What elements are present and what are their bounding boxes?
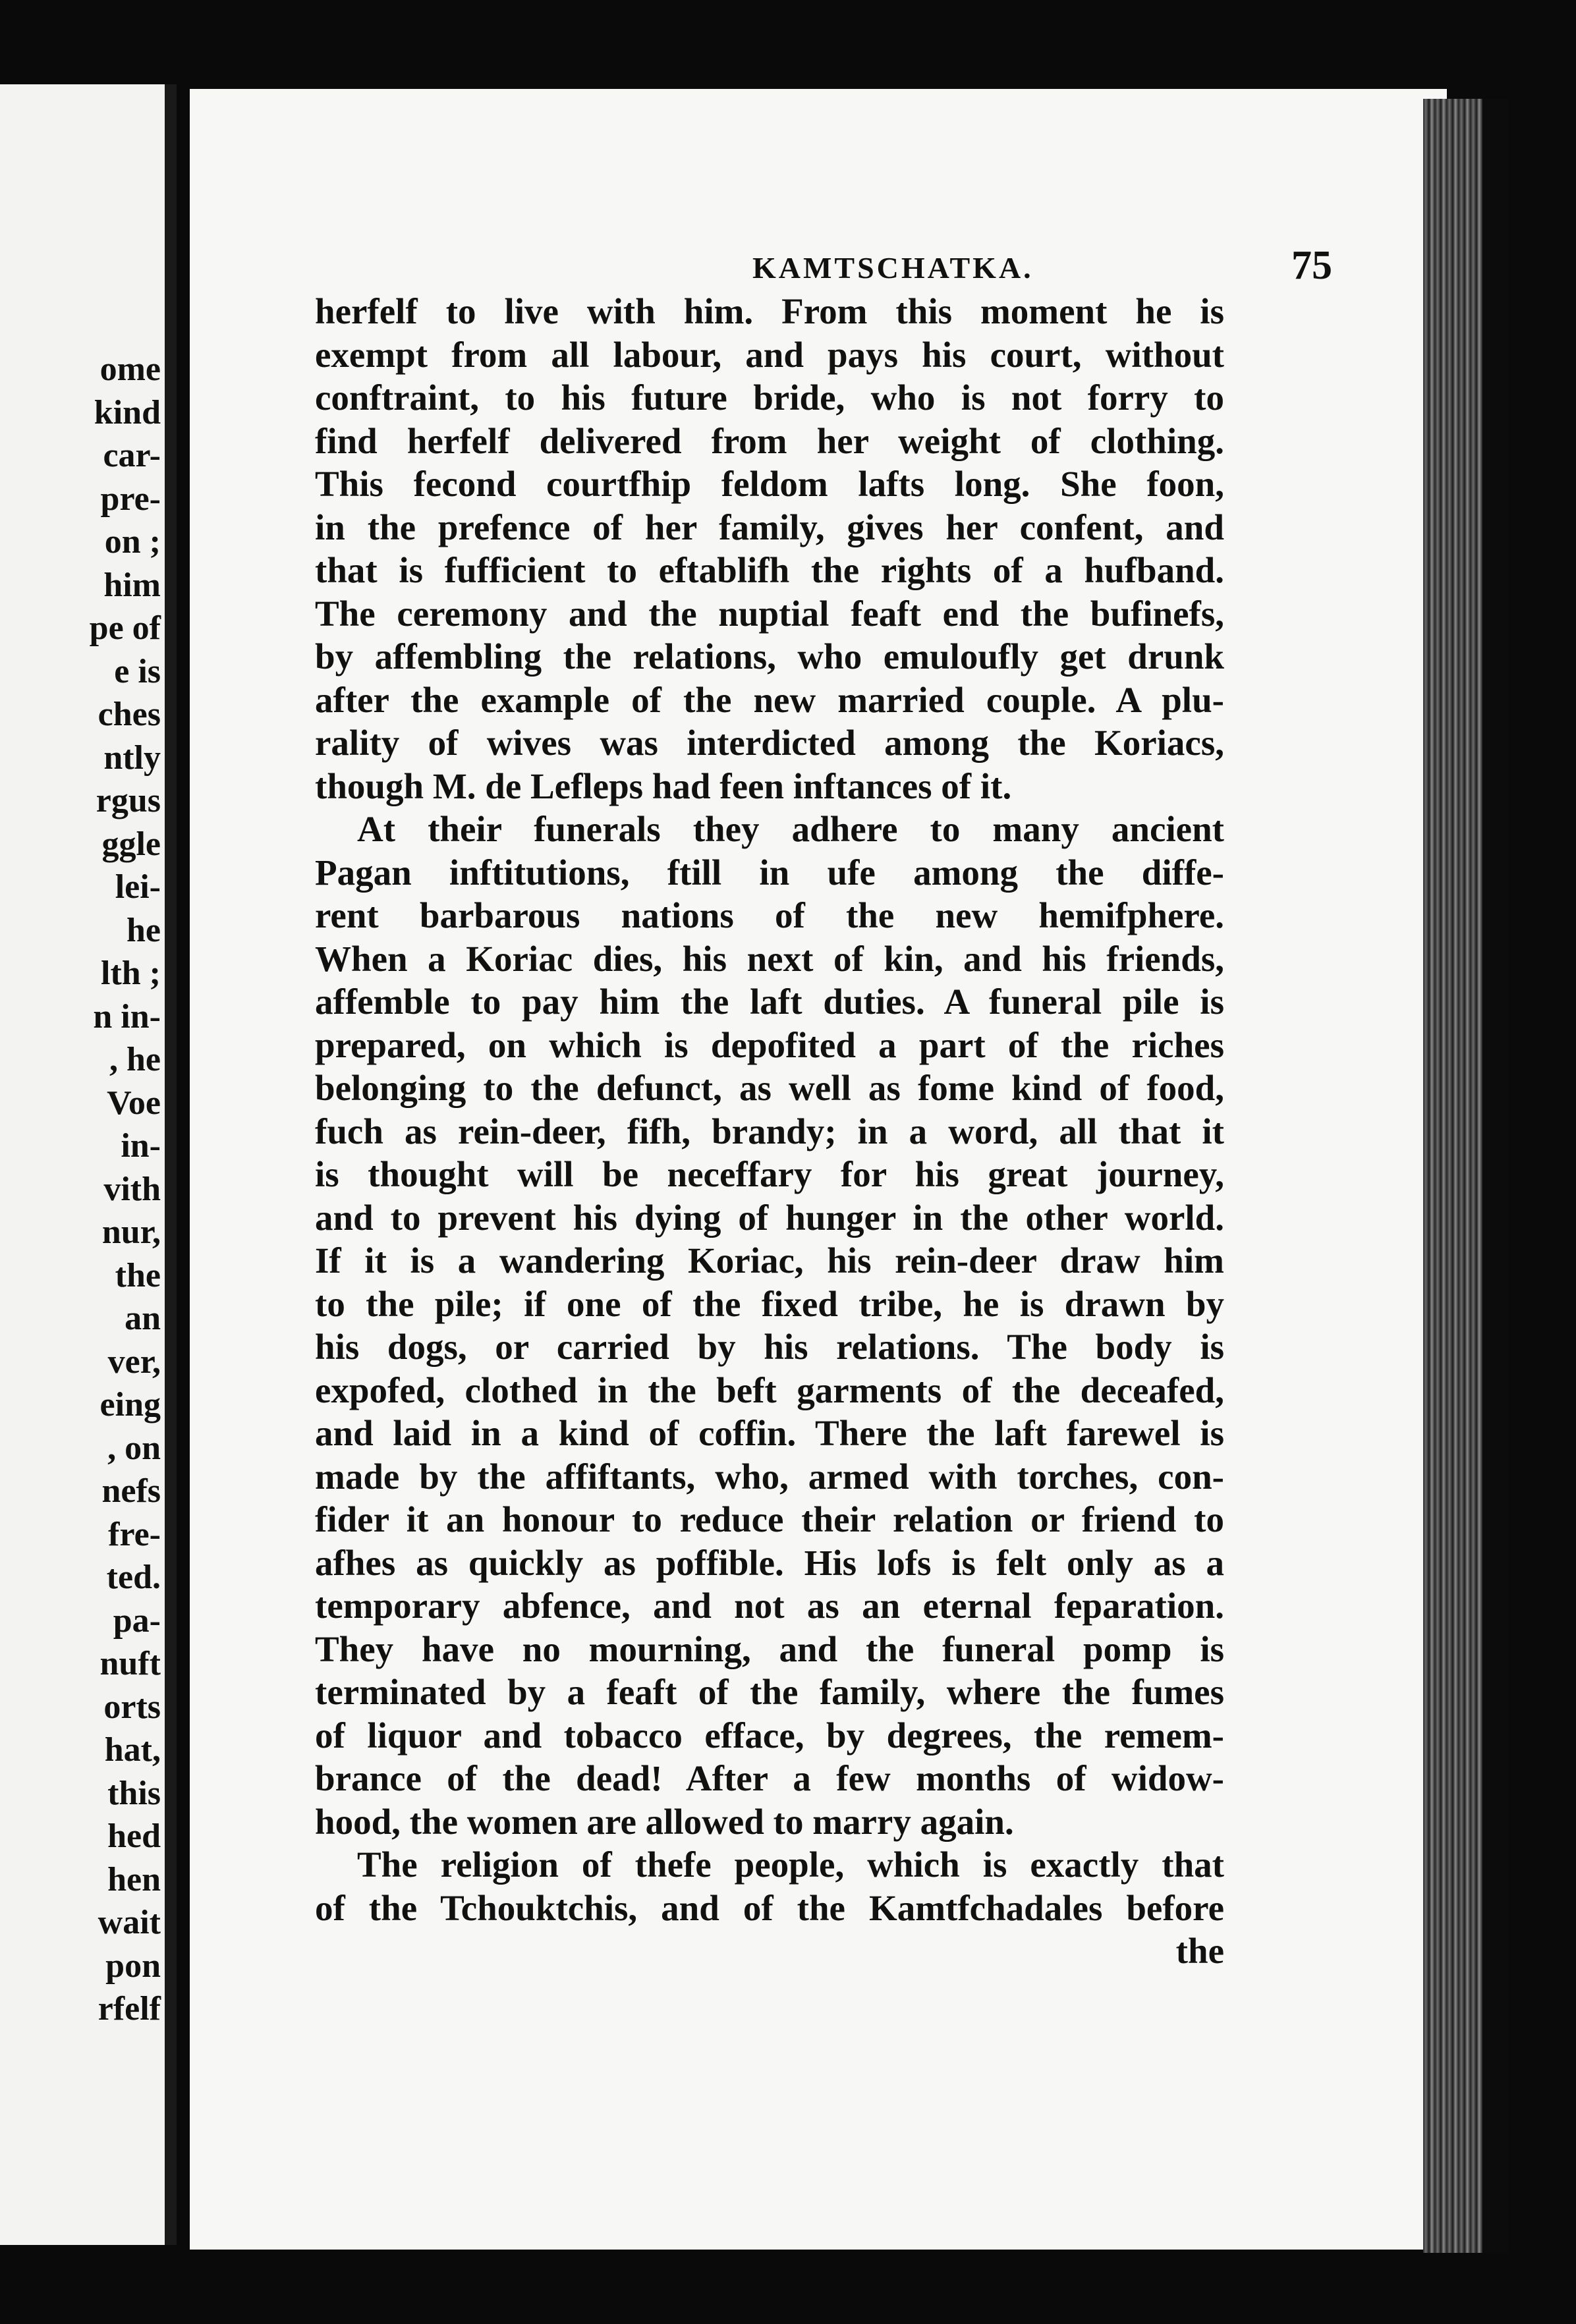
facing-page-fragment: , he bbox=[109, 1041, 161, 1078]
text-line: brance of the dead! After a few months of widow- bbox=[315, 1758, 1224, 1798]
page-number: 75 bbox=[1291, 243, 1332, 288]
facing-page-fragment: this bbox=[107, 1774, 161, 1812]
text-line: by affembling the relations, who emuloufly get drunk bbox=[315, 636, 1224, 677]
facing-page-fragment: rgus bbox=[96, 782, 161, 819]
facing-page-fragment: nefs bbox=[101, 1472, 161, 1510]
facing-page-fragment: the bbox=[115, 1256, 161, 1294]
facing-page-fragment: ted. bbox=[106, 1559, 161, 1596]
text-line: of the Tchouktchis, and of the Kamtfchadales before bbox=[315, 1887, 1224, 1928]
facing-page-fragment: vith bbox=[103, 1170, 161, 1208]
facing-page-fragment: pa- bbox=[113, 1601, 161, 1640]
text-line: fuch as rein-deer, fifh, brandy; in a word, all that it bbox=[315, 1111, 1224, 1151]
facing-page-fragment: n in- bbox=[93, 997, 161, 1036]
facing-page-fragment: orts bbox=[103, 1688, 161, 1726]
facing-page-fragment: car- bbox=[103, 437, 161, 474]
facing-page-fragment: eing bbox=[99, 1386, 161, 1424]
text-line: At their funerals they adhere to many ancient bbox=[357, 809, 1224, 849]
facing-page-left bbox=[0, 84, 177, 2245]
text-line: exempt from all labour, and pays his court, without bbox=[315, 334, 1224, 375]
text-line: rality of wives was interdicted among the Koriacs, bbox=[315, 723, 1224, 763]
facing-page-fragment: Voe bbox=[107, 1084, 161, 1122]
facing-page-fragment: hat, bbox=[104, 1731, 161, 1769]
facing-page-fragment: hed bbox=[107, 1817, 161, 1855]
facing-page-fragment: lei- bbox=[115, 868, 161, 906]
text-line: and to prevent his dying of hunger in the other world. bbox=[315, 1197, 1224, 1238]
facing-page-fragment: pre- bbox=[100, 480, 161, 518]
facing-page-fragment: rfelf bbox=[98, 1990, 161, 2028]
facing-page-fragment: hen bbox=[107, 1860, 161, 1898]
facing-page-fragment: ntly bbox=[103, 738, 161, 777]
text-line: The ceremony and the nuptial feaft end the bufinefs, bbox=[315, 593, 1224, 634]
facing-page-fragment: ome bbox=[99, 350, 161, 388]
facing-page-fragment: fre- bbox=[108, 1515, 161, 1553]
facing-page-fragment: ches bbox=[98, 696, 161, 733]
text-line: herfelf to live with him. From this moment he is bbox=[315, 291, 1224, 331]
text-line: They have no mourning, and the funeral pomp is bbox=[315, 1628, 1224, 1669]
facing-page-fragment: on ; bbox=[104, 523, 161, 561]
text-line: terminated by a feaft of the family, where the fumes bbox=[315, 1672, 1224, 1712]
facing-page-fragment: an bbox=[125, 1300, 161, 1337]
text-line: hood, the women are allowed to marry again. bbox=[315, 1801, 1014, 1842]
facing-page-fragment: e is bbox=[114, 652, 161, 690]
text-line: conftraint, to his future bride, who is not forry to bbox=[315, 377, 1224, 418]
facing-page-fragment: ver, bbox=[107, 1342, 161, 1381]
body-text bbox=[315, 290, 1224, 1973]
facing-page-fragment: pon bbox=[105, 1947, 161, 1985]
page-header bbox=[316, 242, 1410, 295]
text-line: after the example of the new married couple. A plu- bbox=[315, 679, 1224, 720]
text-line: in the prefence of her family, gives her confent, and bbox=[315, 507, 1224, 547]
facing-page-fragment: nur, bbox=[101, 1213, 161, 1251]
facing-page-fragment: wait bbox=[98, 1904, 161, 1941]
text-line: of liquor and tobacco efface, by degrees, the remem- bbox=[315, 1715, 1224, 1756]
running-head: KAMTSCHATKA. bbox=[752, 251, 1034, 285]
facing-page-fragment: he bbox=[127, 911, 161, 949]
text-line: This fecond courtfhip feldom lafts long. She foon, bbox=[315, 464, 1224, 504]
catchword: the bbox=[1175, 1931, 1224, 1971]
facing-page-fragment: kind bbox=[94, 393, 161, 431]
text-line: fider it an honour to reduce their relation or friend to bbox=[315, 1499, 1224, 1539]
text-line: affemble to pay him the laft duties. A funeral pile is bbox=[315, 982, 1224, 1022]
text-line: Pagan inftitutions, ftill in ufe among the diffe- bbox=[315, 852, 1224, 893]
text-line: that is fufficient to eftablifh the rights of a hufband. bbox=[315, 550, 1224, 590]
text-line: expofed, clothed in the beft garments of the deceafed, bbox=[315, 1370, 1224, 1410]
text-line: his dogs, or carried by his relations. The body is bbox=[315, 1327, 1224, 1367]
text-line: and laid in a kind of coffin. There the laft farewel is bbox=[315, 1413, 1224, 1453]
facing-page-text-fragments bbox=[0, 348, 161, 2031]
facing-page-fragment: him bbox=[103, 566, 161, 604]
text-line: The religion of thefe people, which is exactly that bbox=[357, 1844, 1224, 1885]
text-line: to the pile; if one of the fixed tribe, he is drawn by bbox=[315, 1283, 1224, 1324]
binding-shadow bbox=[1482, 99, 1509, 2253]
facing-page-fragment: , on bbox=[107, 1429, 161, 1467]
text-line: made by the affiftants, who, armed with torches, con- bbox=[315, 1456, 1224, 1497]
text-line: though M. de Lefleps had feen inftances of it. bbox=[315, 765, 1012, 806]
text-line: afhes as quickly as poffible. His lofs is felt only as a bbox=[315, 1542, 1224, 1583]
facing-page-fragment: nuft bbox=[99, 1645, 161, 1682]
text-line: prepared, on which is depofited a part of the riches bbox=[315, 1024, 1224, 1065]
text-line: If it is a wandering Koriac, his rein-deer draw him bbox=[315, 1240, 1224, 1281]
text-line: When a Koriac dies, his next of kin, and his friends, bbox=[315, 938, 1224, 979]
text-line: is thought will be neceffary for his great journey, bbox=[315, 1154, 1224, 1194]
facing-page-fragment: ggle bbox=[101, 825, 161, 863]
text-line: temporary abfence, and not as an eternal feparation. bbox=[315, 1586, 1224, 1626]
text-line: rent barbarous nations of the new hemifphere. bbox=[315, 895, 1224, 935]
main-page bbox=[190, 89, 1447, 2250]
facing-page-fragment: in- bbox=[121, 1127, 161, 1165]
text-line: find herfelf delivered from her weight of clothing. bbox=[315, 420, 1224, 461]
facing-page-fragment: pe of bbox=[89, 609, 161, 647]
facing-page-fragment: lth ; bbox=[101, 954, 161, 992]
text-line: belonging to the defunct, as well as fome kind of food, bbox=[315, 1068, 1224, 1108]
